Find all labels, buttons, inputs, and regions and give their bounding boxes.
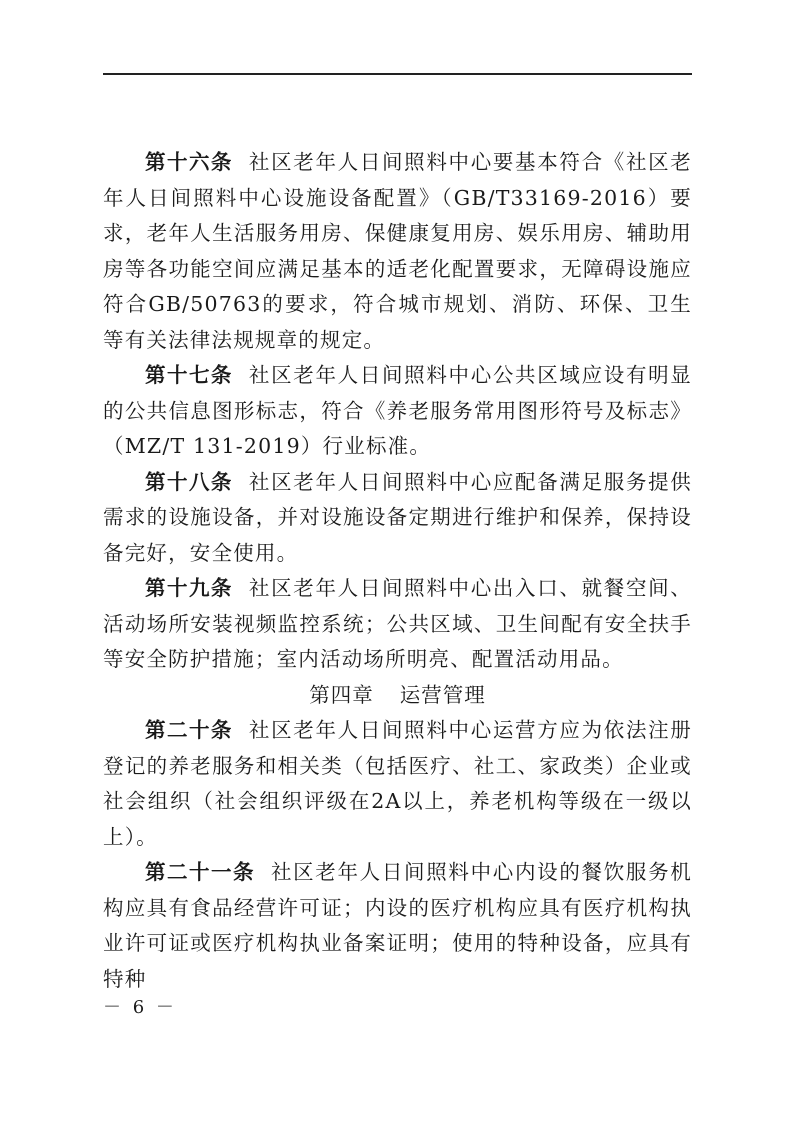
article-21 <box>103 855 692 997</box>
article-label: 第二十一条 <box>145 860 255 884</box>
article-16 <box>103 145 692 358</box>
chapter-heading <box>103 678 692 714</box>
article-18 <box>103 465 692 572</box>
article-text: 社区老年人日间照料中心要基本符合《社区老年人日间照料中心设施设备配置》（GB/T33169-2016）要求，老年人生活服务用房、保健康复用房、娱乐用房、辅助用房等各功能空间应满足基本的适老化配置要求，无障碍设施应符合GB/50763的要求，符合城市规划、消防、环保、卫生等有关法律法规规章的规定。 <box>103 150 693 352</box>
header-rule <box>103 73 692 75</box>
article-text: 社区老年人日间照料中心运营方应为依法注册登记的养老服务和相关类（包括医疗、社工、家政类）企业或社会组织（社会组织评级在2A以上，养老机构等级在一级以上）。 <box>103 718 693 849</box>
article-text: 社区老年人日间照料中心出入口、就餐空间、活动场所安装视频监控系统；公共区域、卫生间配有安全扶手等安全防护措施；室内活动场所明亮、配置活动用品。 <box>103 576 693 671</box>
article-label: 第十七条 <box>145 363 233 387</box>
chapter-title: 运营管理 <box>399 682 486 707</box>
article-19 <box>103 571 692 678</box>
page-number: － 6 － <box>103 997 177 1018</box>
article-label: 第二十条 <box>145 718 233 742</box>
article-20 <box>103 713 692 855</box>
article-label: 第十六条 <box>145 150 233 174</box>
chapter-number: 第四章 <box>309 682 374 707</box>
document-body <box>103 145 692 997</box>
article-text: 社区老年人日间照料中心应配备满足服务提供需求的设施设备，并对设施设备定期进行维护和保养，保持设备完好，安全使用。 <box>103 469 693 565</box>
article-text: 社区老年人日间照料中心公共区域应设有明显的公共信息图形标志，符合《养老服务常用图形符号及标志》（MZ/T 131-2019）行业标准。 <box>103 363 693 458</box>
article-label: 第十九条 <box>145 576 233 600</box>
article-17 <box>103 358 692 465</box>
article-text: 社区老年人日间照料中心内设的餐饮服务机构应具有食品经营许可证；内设的医疗机构应具有医疗机构执业许可证或医疗机构执业备案证明；使用的特种设备，应具有特种 <box>103 860 692 991</box>
article-label: 第十八条 <box>145 469 233 494</box>
